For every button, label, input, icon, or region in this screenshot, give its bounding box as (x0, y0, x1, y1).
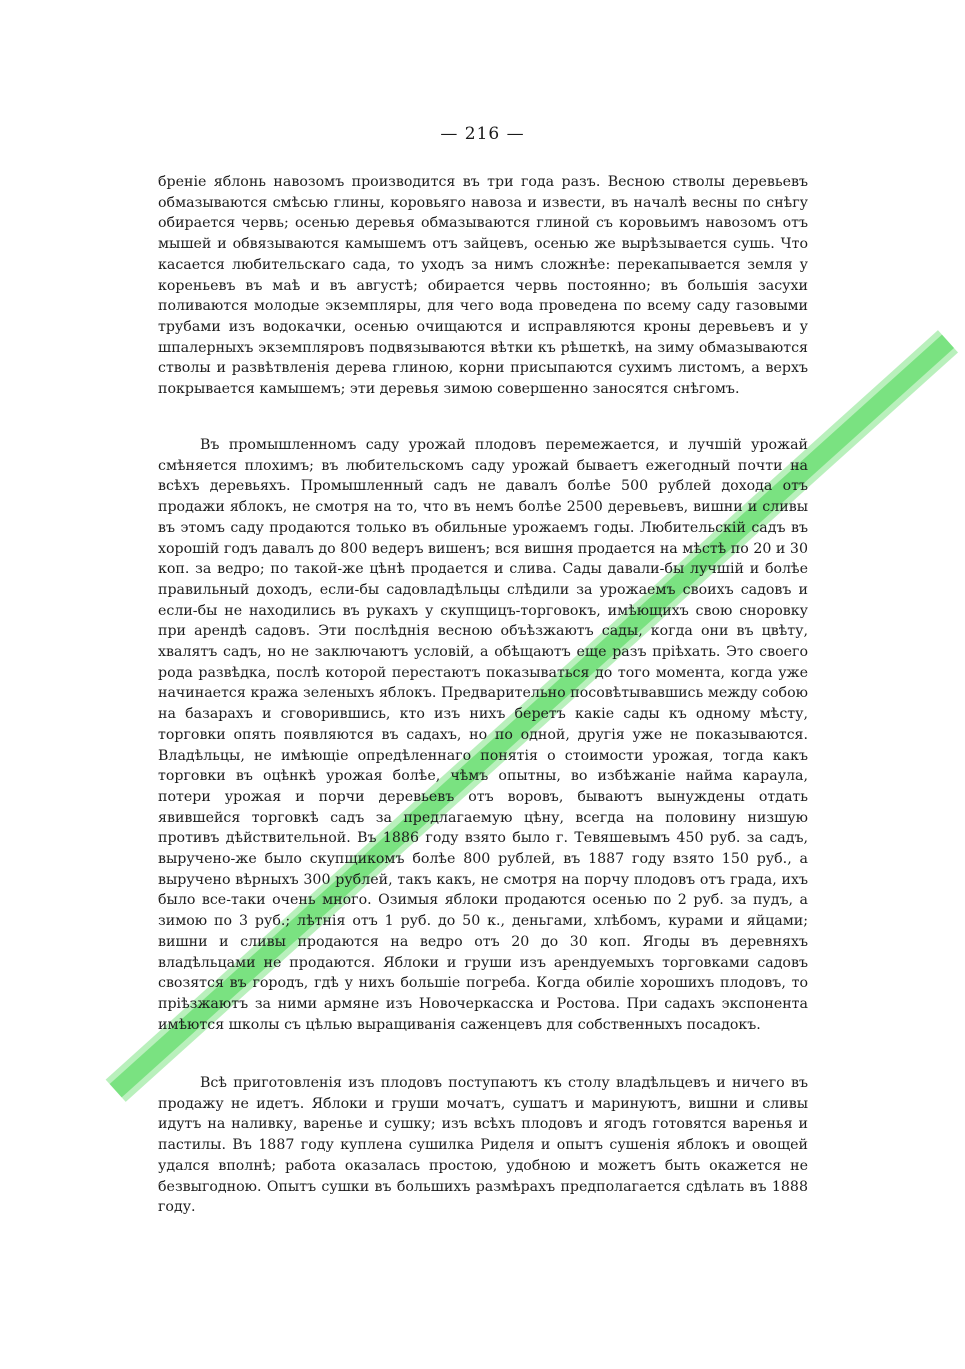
paragraph-text: бреніе яблонь навозомъ производится въ три года разъ. Весною стволы деревьевъ обмазываются смѣсью глины, коровьяго навоза и извести, въ началѣ весны по снѣгу обирается червь; осенью деревья обмазываются глиной съ коровьимъ навозомъ отъ мышей и обвязываются камышемъ отъ зайцевъ, осенью же вырѣзывается сушь. Что касается любительскаго сада, то уходъ за нимъ сложнѣе: перекапывается земля у кореньевъ въ маѣ и въ августѣ; обирается червь постоянно; въ большія засухи поливаются молодые экземпляры, для чего вода проведена по всему саду газовыми трубами изъ водокачки, осенью очищаются и исправляются кроны деревьевъ и у шпалерныхъ экземпляровъ подвязываются вѣтки къ рѣшеткѣ, на зиму обмазываются стволы и развѣтвленія дерева глиною, корни присыпаются сухимъ листомъ, а верхъ покрывается камышемъ; эти деревья зимою совершенно заносятся снѣгомъ. (158, 174, 808, 398)
paragraph-2 (158, 435, 808, 1035)
page-number: — 216 — (440, 124, 525, 144)
paragraph-text: Въ промышленномъ саду урожай плодовъ перемежается, и лучшій урожай смѣняется плохимъ; въ любительскомъ саду урожай бываетъ ежегодный почти на всѣхъ деревьяхъ. Промышленный садъ не давалъ болѣе 500 рублей дохода отъ продажи яблокъ, не смотря на то, что въ немъ болѣе 2500 деревьевъ, вишни и сливы въ этомъ саду продаются только въ обильные урожаемъ годы. Любительскій садъ въ хорошій годъ давалъ до 800 ведеръ вишенъ; вся вишня продается на мѣстѣ по 20 и 30 коп. за ведро; по такой-же цѣнѣ продается и слива. Сады давали-бы лучшій и болѣе правильный доходъ, если-бы садовладѣльцы слѣдили за урожаемъ своихъ садовъ и если-бы не находились въ рукахъ у скупщицъ-торговокъ, имѣющихъ свою сноровку при арендѣ садовъ. Эти послѣднія весною объѣзжаютъ сады, когда они въ цвѣту, хвалятъ садъ, но не заключаютъ условій, а обѣщаютъ еще разъ пріѣхать. Это своего рода развѣдка, послѣ которой перестаютъ показываться до того момента, когда уже начинается кража зеленыхъ яблокъ. Предварительно посовѣтывавшись между собою на базарахъ и сговорившись, кто изъ нихъ беретъ какіе сады къ одному мѣсту, торговки опять появляются въ садахъ, но по одной, другія уже не показываются. Владѣльцы, не имѣющіе опредѣленнаго понятія о стоимости урожая, тогда какъ торговки въ оцѣнкѣ урожая болѣе, чѣмъ опытны, во избѣжаніе найма караула, потери урожая и порчи деревьевъ отъ воровъ, бываютъ вынуждены отдать явившейся торговкѣ садъ за предлагаемую цѣну, всегда на половину низшую противъ дѣйствительной. Въ 1886 году взято было г. Тевяшевымъ 450 руб. за садъ, выручено-же было скупщикомъ болѣе 800 рублей, въ 1887 году взято 150 руб., а выручено вѣрныхъ 300 рублей, такъ какъ, не смотря на порчу плодовъ отъ града, ихъ было все-таки очень много. Озимыя яблоки продаются осенью по 2 руб. за пудъ, а зимою по 3 руб.; лѣтнія отъ 1 руб. до 50 к., деньгами, хлѣбомъ, курами и яйцами; вишни и сливы продаются на ведро отъ 20 до 30 коп. Ягоды въ деревняхъ владѣльцами не продаются. Яблоки и груши изъ арендуемыхъ торговками садовъ свозятся въ городъ, гдѣ у нихъ большіе погреба. Когда обиліе хорошихъ плодовъ, то пріѣзжаютъ за ними армяне изъ Новочеркасска и Ростова. При садахъ экспонента имѣются школы съ цѣлью выращиванія саженцевъ для собственныхъ посадокъ. (158, 437, 808, 1033)
paragraph-1 (158, 172, 808, 400)
paragraph-3 (158, 1073, 808, 1218)
paragraph-text: Всѣ приготовленія изъ плодовъ поступаютъ къ столу владѣльцевъ и ничего въ продажу не идетъ. Яблоки и груши мочатъ, сушатъ и маринуютъ, вишни и сливы идутъ на наливку, варенье и сушку; изъ всѣхъ плодовъ и ягодъ готовятся варенья и пастилы. Въ 1887 году куплена сушилка Риделя и опытъ сушенія яблокъ и овощей удался вполнѣ; работа оказалась простою, удобною и можетъ быть окажется не безвыгодною. Опытъ сушки въ большихъ размѣрахъ предполагается сдѣлать въ 1888 году. (158, 1075, 808, 1216)
